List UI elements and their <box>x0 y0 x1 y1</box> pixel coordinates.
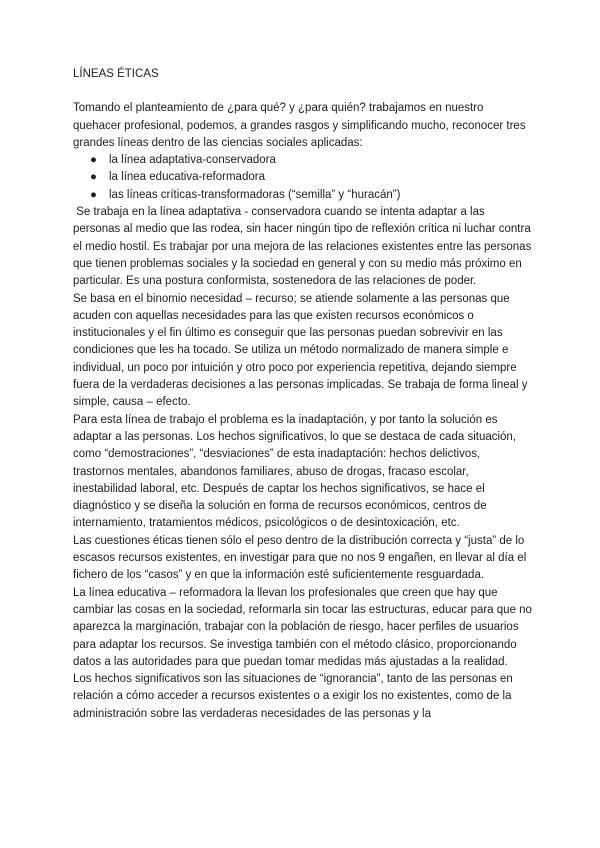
paragraph-significant-facts: Los hechos significativos son las situaciones de “ignorancia”, tanto de las personas en relación a cómo acceder a recursos existentes o a exigir los no existentes, como de la administración sobre las verdaderas necesidades de las personas y la <box>73 673 513 720</box>
paragraph-binomial: Se basa en el binomio necesidad – recurso; se atiende solamente a las personas que acuden con aquellas necesidades para las que existen recursos económicos o institucionales y el fin último es conseguir que las personas puedan sobrevivir en las condiciones que les ha tocado. Se utiliza un método normalizado de manera simple e individual, un poco por intuición y otro poco por experiencia repetitiva, dejando siempre fuera de la verdaderas decisiones a las personas implicadas. Se trabaja de forma lineal y simple, causa – efecto. <box>73 292 528 409</box>
paragraph-educative-line: La línea educativa – reformadora la llevan los profesionales que creen que hay que cambiar las cosas en la sociedad, reformarla sin tocar las estructuras, educar para que no aparezca la marginación, trabajar con la población de riesgo, hacer perfiles de usuarios para adaptar los recursos. Se investiga también con el método clásico, proporcionando datos a las autoridades para que puedan tomar medidas más ajustadas a la realidad. <box>73 586 532 668</box>
intro-paragraph: Tomando el planteamiento de ¿para qué? y ¿para quién? trabajamos en nuestro quehacer profesional, podemos, a grandes rasgos y simplificando mucho, reconocer tres grandes líneas dentro de las ciencias sociales aplicadas: <box>73 102 526 149</box>
paragraph-inadaptation: Para esta línea de trabajo el problema es la inadaptación, y por tanto la solución es adaptar a las personas. Los hechos significativos, lo que se destaca de cada situación, como “demostraciones”, “desviaciones” de esta inadaptación: hechos delictivos, trastornos mentales, abandonos familiares, abuso de drogas, fracaso escolar, inestabilidad laboral, etc. Después de captar los hechos significativos, se hace el diagnóstico y se diseña la solución en forma de recursos económicos, centros de internamiento, tratamientos médicos, psicológicos o de desintoxicación, etc. <box>73 413 517 530</box>
bullet-item <box>73 169 533 186</box>
bullet-icon: ● <box>90 171 97 184</box>
paragraph-ethical-questions: Las cuestiones éticas tienen sólo el peso dentro de la distribución correcta y “justa” de lo escasos recursos existentes, en investigar para que no nos 9 engañen, en llevar al día el fichero de los “casos” y en que la información esté suficientemente resguardada. <box>73 534 527 582</box>
bullet-item <box>73 187 533 204</box>
document-page <box>73 66 533 723</box>
bullet-icon: ● <box>90 188 97 201</box>
paragraph-adaptive-line: Se trabaja en la línea adaptativa - conservadora cuando se intenta adaptar a las personas al medio que las rodea, sin hacer ningún tipo de reflexión crítica ni luchar contra el medio hostil. Es trabajar por una mejora de las relaciones existentes entre las personas que tienen problemas sociales y la sociedad en general y con su medio más próximo en particular. Es una postura conformista, sostenedora de las relaciones de poder. <box>73 206 535 288</box>
bullet-text: la línea educativa-reformadora <box>109 171 265 184</box>
bullet-text: las líneas críticas-transformadoras (“semilla” y “huracán”) <box>109 188 401 201</box>
document-title: LÍNEAS ÉTICAS <box>73 68 159 80</box>
lines-bullet-list <box>73 152 533 204</box>
bullet-item <box>73 152 533 169</box>
bullet-text: la línea adaptativa-conservadora <box>109 154 276 167</box>
bullet-icon: ● <box>90 154 97 167</box>
